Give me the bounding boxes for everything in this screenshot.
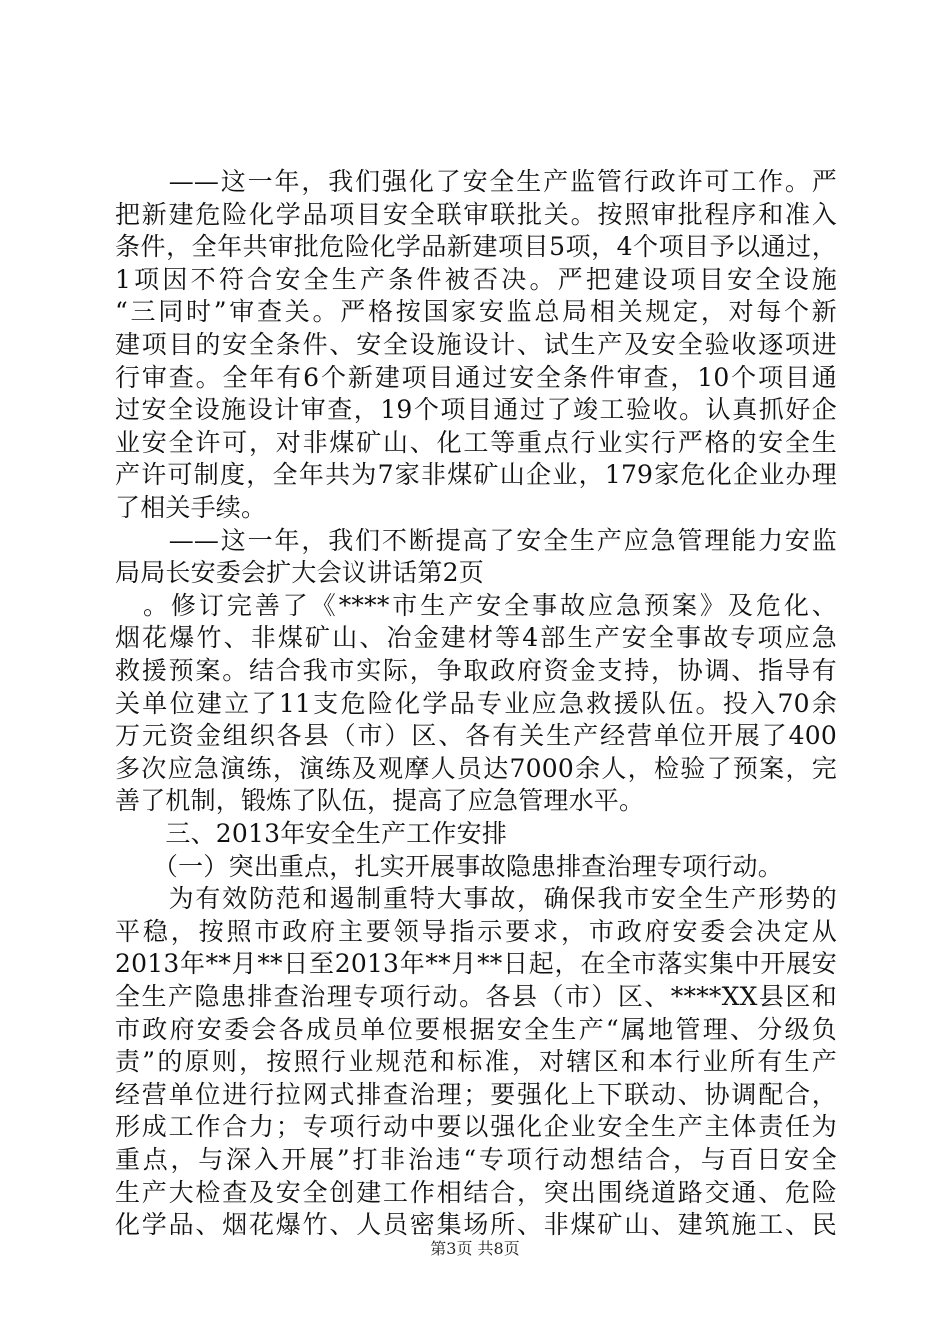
text-line: 烟花爆竹、非煤矿山、冶金建材等4部生产安全事故专项应急 — [115, 623, 837, 653]
text-line: 平稳，按照市政府主要领导指示要求，市政府安委会决定从 — [115, 916, 837, 946]
text-line: 2013年**月**日至2013年**月**日起，在全市落实集中开展安 — [115, 949, 837, 979]
text-line: 生产大检查及安全创建工作相结合，突出围绕道路交通、危险 — [115, 1177, 837, 1207]
text-line: 重点，与深入开展”打非治违“专项行动想结合，与百日安全 — [115, 1145, 837, 1174]
text-line: 多次应急演练，演练及观摩人员达7000余人，检验了预案，完 — [115, 753, 837, 783]
text-line: 条件，全年共审批危险化学品新建项目5项，4个项目予以通过， — [115, 232, 837, 262]
text-line: “三同时”审查关。严格按国家安监总局相关规定，对每个新 — [115, 297, 837, 327]
text-line: ——这一年，我们不断提高了安全生产应急管理能力安监 — [115, 525, 837, 555]
text-line: 责”的原则，按照行业规范和标准，对辖区和本行业所有生产 — [115, 1047, 837, 1077]
text-line: 全生产隐患排查治理专项行动。各县（市）区、****XX县区和 — [115, 982, 837, 1011]
text-line: ——这一年，我们强化了安全生产监管行政许可工作。严 — [115, 167, 837, 196]
text-line: 建项目的安全条件、安全设施设计、试生产及安全验收逐项进 — [115, 330, 837, 359]
text-line: 市政府安委会各成员单位要根据安全生产“属地管理、分级负 — [115, 1014, 837, 1044]
text-line: 化学品、烟花爆竹、人员密集场所、非煤矿山、建筑施工、民 — [115, 1210, 837, 1240]
text-line: 善了机制，锻炼了队伍，提高了应急管理水平。 — [115, 786, 645, 816]
text-line: 万元资金组织各县（市）区、各有关生产经营单位开展了400 — [115, 721, 837, 751]
text-line: 产许可制度，全年共为7家非煤矿山企业，179家危化企业办理 — [115, 460, 837, 490]
text-line: 业安全许可，对非煤矿山、化工等重点行业实行严格的安全生 — [115, 427, 837, 457]
text-line: 了相关手续。 — [115, 493, 267, 522]
text-line: 救援预案。结合我市实际，争取政府资金支持，协调、指导有 — [115, 656, 837, 685]
text-line: 经营单位进行拉网式排查治理；要强化上下联动、协调配合， — [115, 1079, 837, 1109]
text-line: 关单位建立了11支危险化学品专业应急救援队伍。投入70余 — [115, 688, 837, 718]
section-heading: 三、2013年安全生产工作安排 — [115, 819, 508, 848]
text-line: 为有效防范和遏制重特大事故，确保我市安全生产形势的 — [115, 884, 837, 914]
text-line: 把新建危险化学品项目安全联审联批关。按照审批程序和准入 — [115, 199, 837, 229]
page-number-footer: 第3页 共8页 — [430, 1239, 520, 1258]
text-line: 过安全设施设计审查，19个项目通过了竣工验收。认真抓好企 — [115, 395, 837, 425]
text-line: 行审查。全年有6个新建项目通过安全条件审查，10个项目通 — [115, 362, 837, 392]
text-line: 局局长安委会扩大会议讲话第2页 — [115, 558, 484, 588]
text-line: 形成工作合力；专项行动中要以强化企业安全生产主体责任为 — [115, 1112, 837, 1142]
text-line: 1项因不符合安全生产条件被否决。严把建设项目安全设施 — [115, 264, 837, 294]
text-line: 。修订完善了《****市生产安全事故应急预案》及危化、 — [115, 590, 837, 620]
subsection-heading: （一）突出重点，扎实开展事故隐患排查治理专项行动。 — [115, 851, 783, 881]
